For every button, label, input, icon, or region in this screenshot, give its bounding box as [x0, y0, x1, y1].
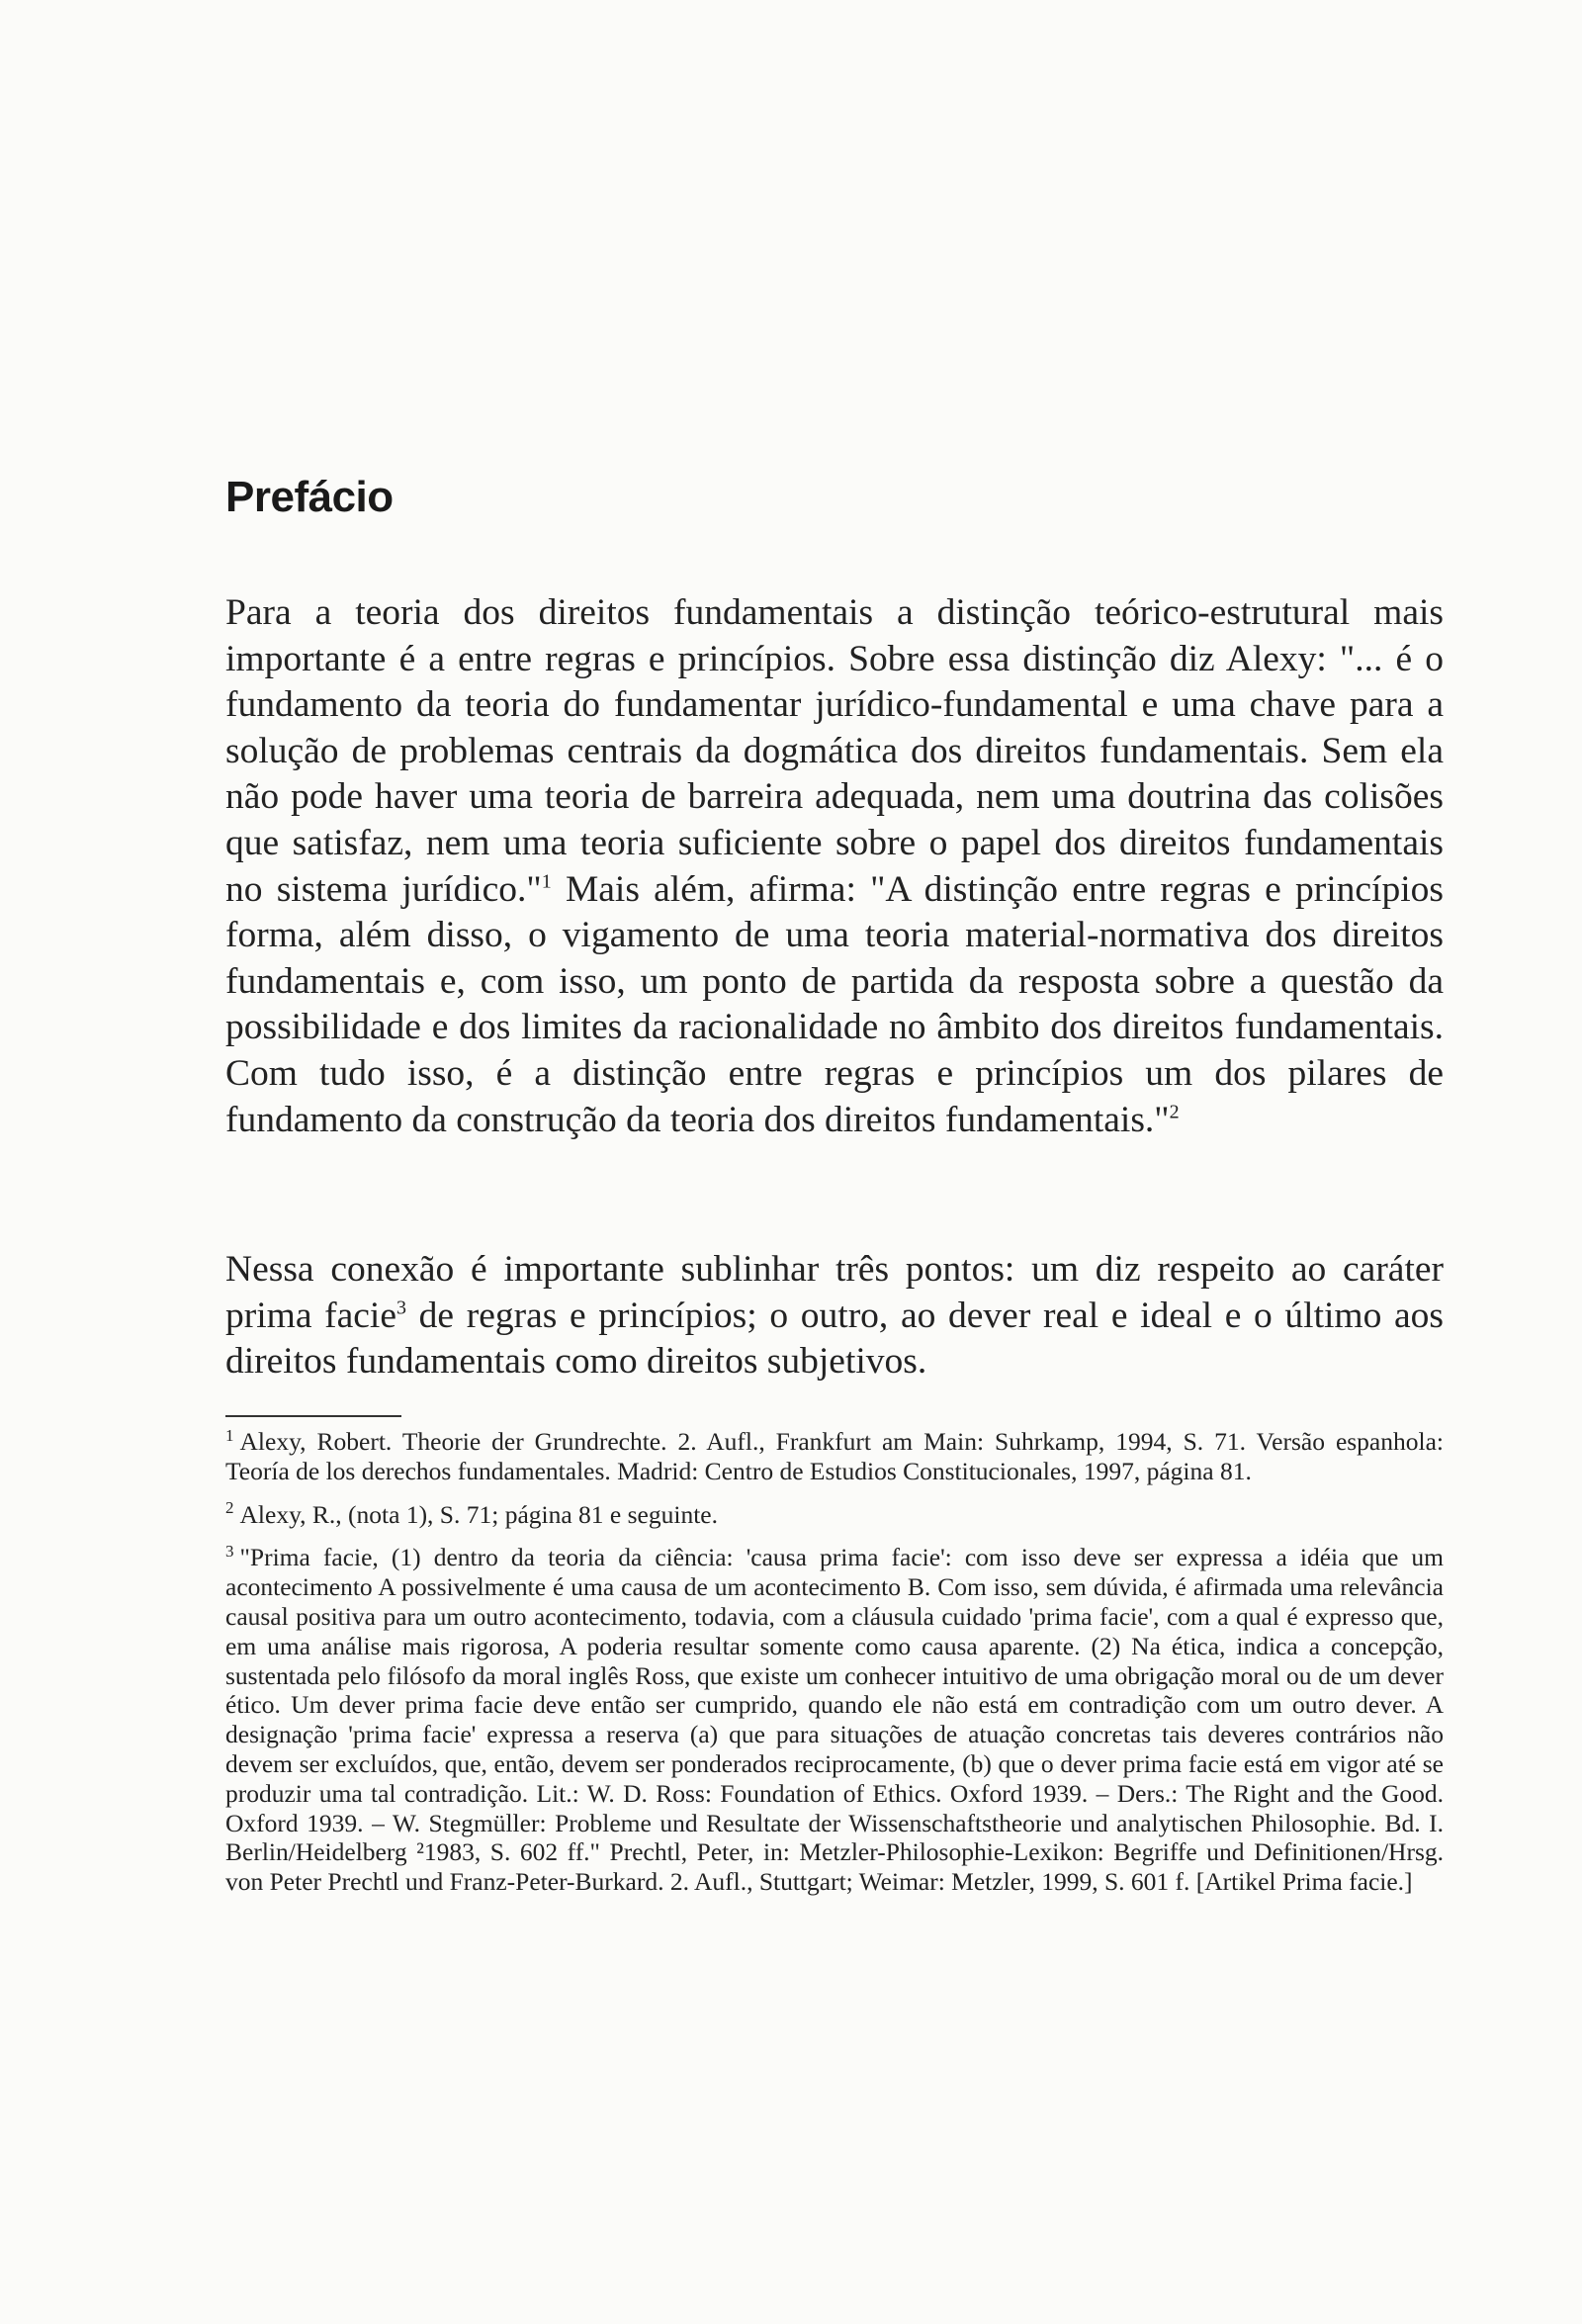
paragraph-2b-text: de regras e princípios; o outro, ao dever real e ideal e o último aos direitos fundamentais como direitos subjetivos. — [225, 1295, 1444, 1383]
footnote-text: Alexy, R., (nota 1), S. 71; página 81 e seguinte. — [239, 1499, 718, 1529]
body-paragraph-1 — [225, 590, 1444, 1143]
paragraph-1b-text: Mais além, afirma: "A distinção entre regras e princípios forma, além disso, o vigamento de uma teoria material-normativa dos direitos fundamentais e, com isso, um ponto de partida da resposta sobre a questão da possibilidade e dos limites da racionalidade no âmbito dos direitos fundamentais. Com tudo isso, é a distinção entre regras e princípios um dos pilares de fundamento da construção da teoria dos direitos fundamentais." — [225, 868, 1444, 1140]
page-title: Prefácio — [225, 473, 394, 521]
footnote-ref-3: 3 — [396, 1296, 406, 1319]
paragraph-1-text: Para a teoria dos direitos fundamentais a distinção teórico-estrutural mais importante é a entre regras e princípios. Sobre essa distinção diz Alexy: "... é o fundamento da teoria do fundamentar jurídico-fundamental e uma chave para a solução de problemas centrais da dogmática dos direitos fundamentais. Sem ela não pode haver uma teoria de barreira adequada, nem uma doutrina das colisões que satisfaz, nem uma teoria suficiente sobre o papel dos direitos fundamentais no sistema jurídico." — [225, 592, 1444, 910]
footnote-text: Alexy, Robert. Theorie der Grundrechte. 2. Aufl., Frankfurt am Main: Suhrkamp, 1994, S. 71. Versão espanhola: Teoría de los derechos fundamentales. Madrid: Centro de Estudios Constitucionales, 1997, página 81. — [225, 1427, 1444, 1485]
footnote-text: "Prima facie, (1) dentro da teoria da ciência: 'causa prima facie': com isso deve ser expressa a idéia que um acontecimento A possivelmente é uma causa de um acontecimento B. Com isso, sem dúvida, é afirmada uma relevância causal positiva para um outro acontecimento, todavia, com a cláusula cuidado 'prima facie', com a qual é expresso que, em uma análise mais rigorosa, A poderia resultar somente como causa aparente. (2) Na ética, indica a concepção, sustentada pelo filósofo da moral inglês Ross, que existe um conhecer intuitivo de uma obrigação moral ou de um dever ético. Um dever prima facie deve então ser cumprido, quando ele não está em contradição com um outro dever. A designação 'prima facie' expressa a reserva (a) que para situações de atuação concretas tais deveres contrários não devem ser excluídos, que, então, devem ser ponderados reciprocamente, (b) que o dever prima facie está em vigor até se produzir uma tal contradição. Lit.: W. D. Ross: Foundation of Ethics. Oxford 1939. – Ders.: The Right and the Good. Oxford 1939. – W. Stegmüller: Probleme und Resultate der Wissenschaftstheorie und analytischen Philosophie. Bd. I. Berlin/Heidelberg ²1983, S. 602 ff." Prechtl, Peter, in: Metzler-Philosophie-Lexikon: Begriffe und Definitionen/Hrsg. von Peter Prechtl und Franz-Peter-Burkard. 2. Aufl., Stuttgart; Weimar: Metzler, 1999, S. 601 f. [Artikel Prima facie.] — [225, 1543, 1444, 1897]
footnote-ref-2: 2 — [1169, 1101, 1180, 1123]
body-paragraph-2 — [225, 1247, 1444, 1385]
footnote-number: 3 — [225, 1541, 234, 1561]
footnotes — [225, 1427, 1444, 1911]
footnote-3 — [225, 1543, 1444, 1897]
footnote-ref-1: 1 — [541, 870, 552, 893]
paragraph-2a-text: Nessa conexão é importante sublinhar três pontos: um diz respeito ao caráter prima facie — [225, 1249, 1444, 1336]
footnote-2 — [225, 1500, 1444, 1530]
paragraph-text — [225, 1247, 1444, 1385]
footnote-1 — [225, 1427, 1444, 1486]
footnote-number: 1 — [225, 1425, 234, 1445]
paragraph-text — [225, 590, 1444, 1143]
footnote-number: 2 — [225, 1498, 234, 1518]
footnote-divider — [225, 1415, 401, 1417]
